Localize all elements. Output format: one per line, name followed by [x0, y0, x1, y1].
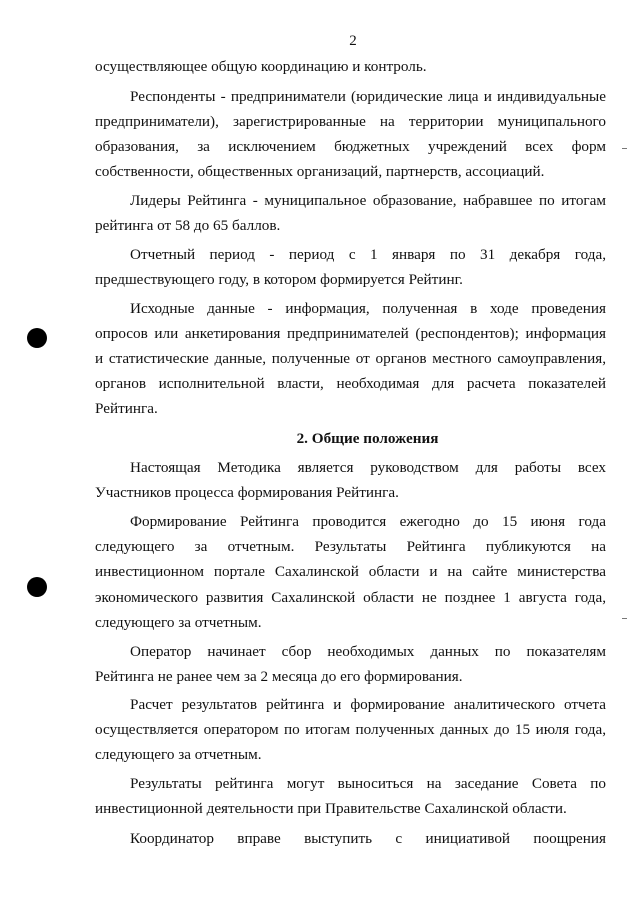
text-line: осуществляющее общую координацию и контроль.: [95, 58, 427, 75]
punch-hole-icon: [27, 328, 47, 348]
text-line: Настоящая Методика является руководством для работы всех: [130, 459, 606, 476]
text-line: Расчет результатов рейтинга и формирование аналитического отчета: [130, 696, 606, 713]
page-number: 2: [349, 33, 357, 49]
text-line: Отчетный период - период с 1 января по 31 декабря года,: [130, 246, 606, 263]
text-line: следующего за отчетным.: [95, 614, 262, 631]
text-line: органов исполнительной власти, необходимая для расчета показателей: [95, 375, 606, 392]
text-line: Лидеры Рейтинга - муниципальное образование, набравшее по итогам: [130, 192, 606, 209]
text-line: инвестиционном портале Сахалинской области и на сайте министерства: [95, 563, 606, 580]
text-line: Рейтинга не ранее чем за 2 месяца до его формирования.: [95, 668, 463, 685]
text-line: предшествующего году, в котором формируется Рейтинг.: [95, 271, 463, 288]
text-line: инвестиционной деятельности при Правительстве Сахалинской области.: [95, 800, 567, 817]
text-line: рейтинга от 58 до 65 баллов.: [95, 217, 281, 234]
text-line: Участников процесса формирования Рейтинга.: [95, 484, 399, 501]
section-heading: 2. Общие положения: [296, 430, 439, 447]
text-line: Рейтинга.: [95, 400, 158, 417]
text-line: Результаты рейтинга могут выноситься на заседание Совета по: [130, 775, 606, 792]
text-line: образования, за исключением бюджетных учреждений всех форм: [95, 138, 606, 155]
text-line: предприниматели), зарегистрированные на территории муниципального: [95, 113, 606, 130]
text-line: опросов или анкетирования предпринимателей (респондентов); информация: [95, 325, 606, 342]
text-line: экономического развития Сахалинской области не позднее 1 августа года,: [95, 589, 606, 606]
text-line: Исходные данные - информация, полученная в ходе проведения: [130, 300, 606, 317]
text-line: следующего за отчетным. Результаты Рейтинга публикуются на: [95, 538, 606, 555]
punch-hole-icon: [27, 577, 47, 597]
scan-speck: [622, 148, 627, 149]
text-line: Координатор вправе выступить с инициативой поощрения: [130, 830, 606, 847]
text-line: следующего за отчетным.: [95, 746, 262, 763]
text-line: осуществляется оператором по итогам полученных данных до 15 июля года,: [95, 721, 606, 738]
scan-speck: [622, 618, 627, 619]
text-line: и статистические данные, полученные от органов местного самоуправления,: [95, 350, 606, 367]
text-line: собственности, общественных организаций, партнерств, ассоциаций.: [95, 163, 545, 180]
text-line: Формирование Рейтинга проводится ежегодно до 15 июня года: [130, 513, 606, 530]
text-line: Респонденты - предприниматели (юридические лица и индивидуальные: [130, 88, 606, 105]
text-line: Оператор начинает сбор необходимых данных по показателям: [130, 643, 606, 660]
